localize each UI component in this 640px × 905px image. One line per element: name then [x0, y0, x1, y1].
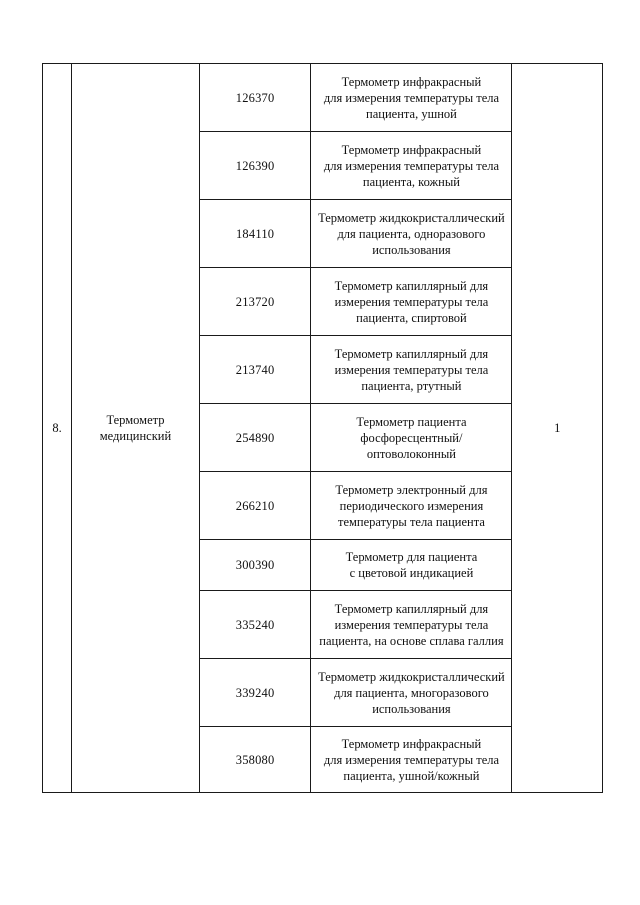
- device-description: [311, 472, 512, 540]
- description-line: Термометр капиллярный для: [334, 601, 489, 616]
- table-row: [43, 64, 603, 132]
- description-line: измерения температуры тела: [334, 362, 489, 377]
- description-line: Термометр жидкокристаллический: [318, 210, 505, 225]
- description-line: оптоволоконный: [366, 446, 456, 461]
- device-description: [311, 64, 512, 132]
- device-code: 335240: [199, 591, 311, 659]
- description-line: Термометр пациента: [356, 414, 467, 429]
- device-code: 339240: [199, 659, 311, 727]
- quantity: 1: [512, 64, 603, 793]
- description-line: Термометр жидкокристаллический: [318, 669, 505, 684]
- description-line: использования: [372, 242, 451, 257]
- device-description: [311, 200, 512, 268]
- description-line: пациента, ушной: [366, 106, 457, 121]
- description-line: пациента, спиртовой: [356, 310, 467, 325]
- description-line: Термометр капиллярный для: [334, 278, 489, 293]
- device-type-line: Термометр: [106, 413, 165, 427]
- device-type: [72, 64, 200, 793]
- device-description: [311, 404, 512, 472]
- description-line: пациента, на основе сплава галлия: [319, 633, 504, 648]
- device-code: 358080: [199, 727, 311, 793]
- device-description: [311, 659, 512, 727]
- description-line: Термометр для пациента: [345, 550, 478, 564]
- description-line: использования: [372, 701, 451, 716]
- device-code: 254890: [199, 404, 311, 472]
- description-line: Термометр капиллярный для: [334, 346, 489, 361]
- description-line: с цветовой индикацией: [349, 566, 474, 580]
- device-code: 184110: [199, 200, 311, 268]
- device-description: [311, 540, 512, 591]
- device-code: 266210: [199, 472, 311, 540]
- device-code: 213740: [199, 336, 311, 404]
- description-line: для пациента, многоразового: [334, 685, 489, 700]
- description-line: пациента, кожный: [362, 174, 460, 189]
- description-line: для пациента, одноразового: [337, 226, 486, 241]
- device-description: [311, 727, 512, 793]
- description-line: для измерения температуры тела: [323, 752, 500, 767]
- device-table: [42, 63, 603, 793]
- device-code: 126370: [199, 64, 311, 132]
- device-description: [311, 336, 512, 404]
- device-code: 300390: [199, 540, 311, 591]
- description-line: измерения температуры тела: [334, 294, 489, 309]
- device-code: 126390: [199, 132, 311, 200]
- description-line: Термометр электронный для: [335, 482, 488, 497]
- description-line: Термометр инфракрасный: [341, 74, 482, 89]
- description-line: для измерения температуры тела: [323, 90, 500, 105]
- description-line: Термометр инфракрасный: [341, 142, 482, 157]
- description-line: пациента, ушной/кожный: [343, 768, 480, 783]
- device-code: 213720: [199, 268, 311, 336]
- device-description: [311, 132, 512, 200]
- device-description: [311, 268, 512, 336]
- description-line: пациента, ртутный: [361, 378, 462, 393]
- description-line: для измерения температуры тела: [323, 158, 500, 173]
- entry-number: 8.: [43, 64, 72, 793]
- description-line: измерения температуры тела: [334, 617, 489, 632]
- description-line: температуры тела пациента: [337, 514, 485, 529]
- description-line: фосфоресцентный/: [360, 430, 463, 445]
- device-type-line: медицинский: [99, 429, 172, 443]
- description-line: Термометр инфракрасный: [341, 736, 482, 751]
- device-description: [311, 591, 512, 659]
- description-line: периодического измерения: [339, 498, 484, 513]
